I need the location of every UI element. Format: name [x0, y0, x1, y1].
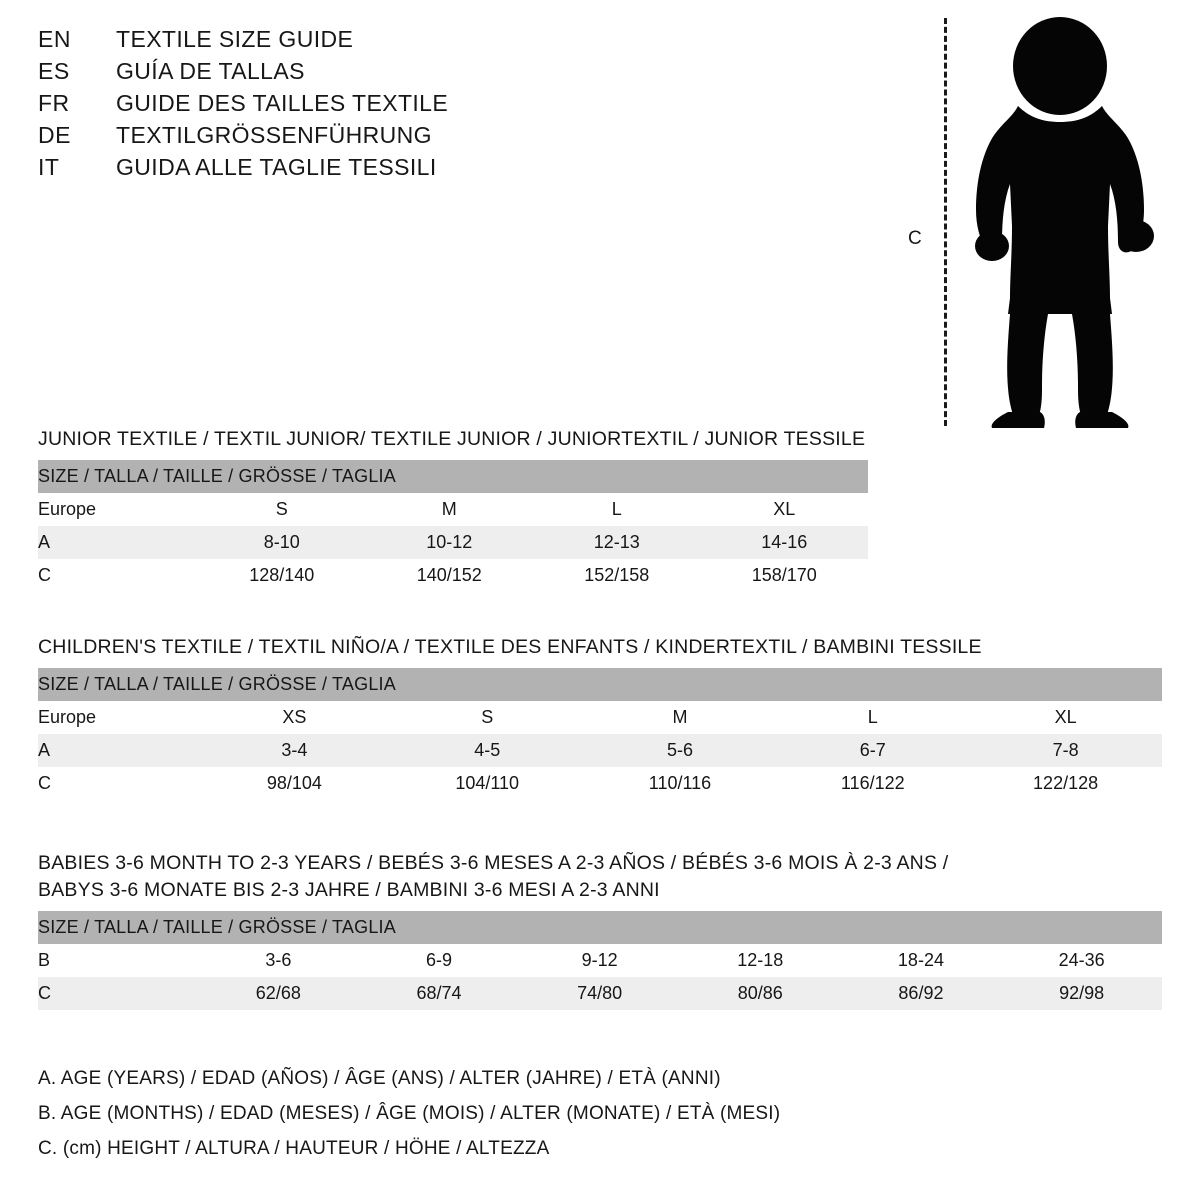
- cell-value: 86/92: [841, 977, 1002, 1010]
- cell-value: 12-18: [680, 944, 841, 977]
- table-row: [38, 977, 1162, 1010]
- cell-value: 62/68: [198, 977, 359, 1010]
- language-code-es: ES: [38, 58, 70, 84]
- height-measurement-figure: [900, 10, 1180, 430]
- title-row-it: [38, 154, 598, 181]
- row-label: C: [38, 767, 198, 800]
- section-title-babies-line2: BABYS 3-6 MONATE BIS 2-3 JAHRE / BAMBINI 3-6 MESI A 2-3 ANNI: [38, 879, 660, 901]
- section-title-children: CHILDREN'S TEXTILE / TEXTIL NIÑO/A / TEXTILE DES ENFANTS / KINDERTEXTIL / BAMBINI TESSILE: [38, 636, 982, 658]
- cell-value: 5-6: [584, 734, 777, 767]
- language-code-en: EN: [38, 26, 71, 52]
- row-label: Europe: [38, 493, 198, 526]
- row-label: Europe: [38, 701, 198, 734]
- cell-value: 152/158: [533, 559, 701, 592]
- section-title-junior: JUNIOR TEXTILE / TEXTIL JUNIOR/ TEXTILE JUNIOR / JUNIORTEXTIL / JUNIOR TESSILE: [38, 428, 866, 450]
- row-label: A: [38, 526, 198, 559]
- row-label: C: [38, 977, 198, 1010]
- title-text-es: GUÍA DE TALLAS: [116, 58, 305, 84]
- cell-value: 18-24: [841, 944, 1002, 977]
- cell-value: S: [391, 701, 584, 734]
- cell-value: XL: [969, 701, 1162, 734]
- size-header-label: SIZE / TALLA / TAILLE / GRÖSSE / TAGLIA: [38, 668, 1162, 701]
- table-row: [38, 526, 868, 559]
- legend-line-a: A. AGE (YEARS) / EDAD (AÑOS) / ÂGE (ANS) / ALTER (JAHRE) / ETÀ (ANNI): [38, 1068, 721, 1089]
- cell-value: 122/128: [969, 767, 1162, 800]
- cell-value: 92/98: [1001, 977, 1162, 1010]
- child-silhouette-icon: [950, 14, 1170, 429]
- legend-line-c: C. (cm) HEIGHT / ALTURA / HAUTEUR / HÖHE / ALTEZZA: [38, 1138, 550, 1159]
- title-row-fr: [38, 90, 598, 117]
- title-row-es: [38, 58, 598, 85]
- cell-value: 110/116: [584, 767, 777, 800]
- cell-value: 6-9: [359, 944, 520, 977]
- table-row: [38, 734, 1162, 767]
- cell-value: 9-12: [519, 944, 680, 977]
- cell-value: XS: [198, 701, 391, 734]
- cell-value: 158/170: [701, 559, 869, 592]
- cell-value: 140/152: [366, 559, 534, 592]
- legend-block: [38, 1068, 1138, 1173]
- language-code-de: DE: [38, 122, 71, 148]
- section-babies-textile: [38, 852, 1162, 1010]
- cell-value: 104/110: [391, 767, 584, 800]
- section-junior-textile: [38, 428, 1162, 592]
- cell-value: XL: [701, 493, 869, 526]
- size-header-label: SIZE / TALLA / TAILLE / GRÖSSE / TAGLIA: [38, 460, 868, 493]
- cell-value: 4-5: [391, 734, 584, 767]
- cell-value: 6-7: [776, 734, 969, 767]
- cell-value: L: [533, 493, 701, 526]
- table-header-row: [38, 911, 1162, 944]
- cell-value: 80/86: [680, 977, 841, 1010]
- section-title-babies: [38, 852, 1162, 902]
- cell-value: 8-10: [198, 526, 366, 559]
- title-row-en: [38, 26, 598, 53]
- language-code-it: IT: [38, 154, 60, 180]
- cell-value: 116/122: [776, 767, 969, 800]
- cell-value: 3-4: [198, 734, 391, 767]
- junior-size-table: [38, 460, 868, 592]
- size-header-label: SIZE / TALLA / TAILLE / GRÖSSE / TAGLIA: [38, 911, 1162, 944]
- table-row: [38, 767, 1162, 800]
- cell-value: M: [366, 493, 534, 526]
- cell-value: 128/140: [198, 559, 366, 592]
- row-label: A: [38, 734, 198, 767]
- cell-value: 98/104: [198, 767, 391, 800]
- cell-value: 24-36: [1001, 944, 1162, 977]
- title-text-it: GUIDA ALLE TAGLIE TESSILI: [116, 154, 437, 180]
- babies-size-table: [38, 911, 1162, 1010]
- table-row: [38, 944, 1162, 977]
- legend-line-b: B. AGE (MONTHS) / EDAD (MESES) / ÂGE (MOIS) / ALTER (MONATE) / ETÀ (MESI): [38, 1103, 781, 1124]
- cell-value: 3-6: [198, 944, 359, 977]
- title-text-de: TEXTILGRÖSSENFÜHRUNG: [116, 122, 432, 148]
- table-row: [38, 493, 868, 526]
- title-row-de: [38, 122, 598, 149]
- height-dashed-line: [944, 18, 947, 426]
- title-text-fr: GUIDE DES TAILLES TEXTILE: [116, 90, 449, 116]
- measure-label-c: C: [908, 228, 922, 249]
- title-block: [38, 26, 598, 186]
- cell-value: M: [584, 701, 777, 734]
- section-children-textile: [38, 636, 1162, 800]
- section-title-babies-line1: BABIES 3-6 MONTH TO 2-3 YEARS / BEBÉS 3-6 MESES A 2-3 AÑOS / BÉBÉS 3-6 MOIS À 2-3 ANS /: [38, 852, 949, 874]
- table-row: [38, 701, 1162, 734]
- row-label: B: [38, 944, 198, 977]
- cell-value: 74/80: [519, 977, 680, 1010]
- cell-value: 68/74: [359, 977, 520, 1010]
- table-row: [38, 559, 868, 592]
- cell-value: 12-13: [533, 526, 701, 559]
- children-size-table: [38, 668, 1162, 800]
- table-header-row: [38, 460, 868, 493]
- cell-value: 10-12: [366, 526, 534, 559]
- cell-value: L: [776, 701, 969, 734]
- cell-value: 14-16: [701, 526, 869, 559]
- language-code-fr: FR: [38, 90, 70, 116]
- row-label: C: [38, 559, 198, 592]
- title-text-en: TEXTILE SIZE GUIDE: [116, 26, 354, 52]
- table-header-row: [38, 668, 1162, 701]
- cell-value: S: [198, 493, 366, 526]
- cell-value: 7-8: [969, 734, 1162, 767]
